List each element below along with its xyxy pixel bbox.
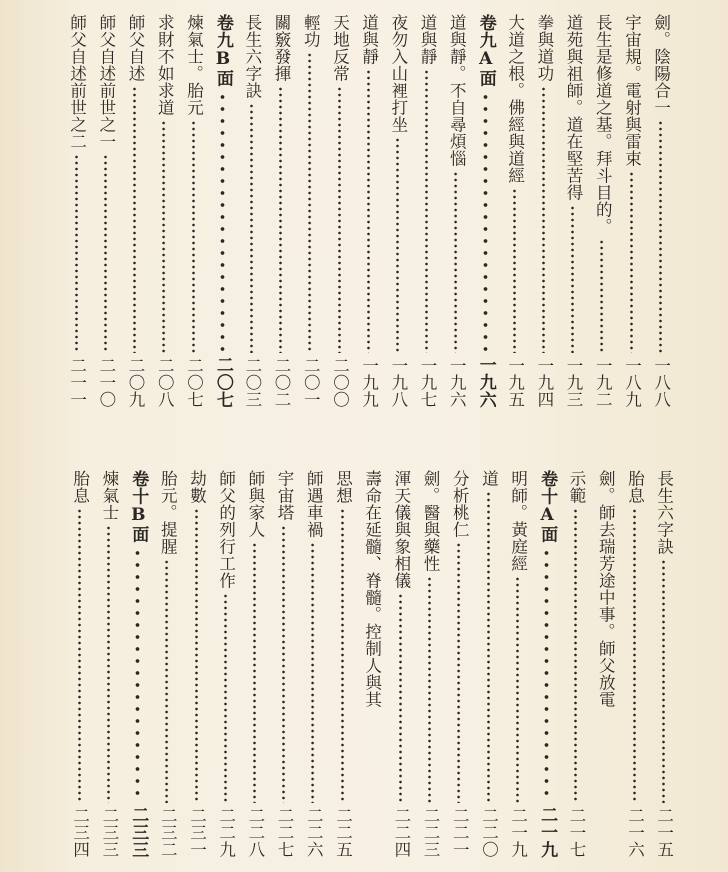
leader-dots xyxy=(94,525,123,803)
leader-dots xyxy=(62,154,91,353)
page-number: 二一九 xyxy=(508,807,528,858)
leader-dots xyxy=(503,576,532,803)
entry-title: 胎息 xyxy=(625,470,645,504)
page-number: 二二一 xyxy=(450,807,470,858)
toc-entry xyxy=(211,470,240,858)
leader-dots xyxy=(123,547,152,802)
entry-title: 渾天儀與象相儀 xyxy=(391,470,411,589)
entry-title: 師遇車禍 xyxy=(304,470,324,538)
section-title: 卷十A面 xyxy=(537,470,558,543)
entry-title: 劍。師去瑞芳途中事。師父放電 xyxy=(596,470,616,708)
toc-entry xyxy=(646,14,675,408)
toc-entry xyxy=(503,470,532,858)
page-number: 二二〇 xyxy=(479,807,499,858)
toc-entry xyxy=(65,470,94,858)
page-number: 一九四 xyxy=(534,357,554,408)
page-number: 二一〇 xyxy=(96,357,116,408)
page-number: 二〇一 xyxy=(301,357,321,408)
page-number: 一九六 xyxy=(447,357,467,408)
leader-dots xyxy=(149,120,178,353)
toc-entry xyxy=(474,470,503,858)
toc-entry xyxy=(152,470,181,858)
page-number: 二三二 xyxy=(158,807,178,858)
toc-entry xyxy=(561,470,590,858)
leader-dots xyxy=(152,559,181,803)
leader-dots xyxy=(240,542,269,803)
toc-entry xyxy=(266,14,295,408)
toc-entry xyxy=(412,14,441,408)
leader-dots xyxy=(211,593,240,803)
leader-dots xyxy=(65,508,94,803)
leader-dots xyxy=(617,171,646,353)
toc-entry xyxy=(500,14,529,408)
page-number: 二二六 xyxy=(304,807,324,858)
leader-dots xyxy=(386,593,415,803)
entry-title: 思想 xyxy=(333,470,353,504)
page-number: 二二三 xyxy=(421,807,441,858)
toc-entry xyxy=(298,470,327,858)
leader-dots xyxy=(415,576,444,803)
toc-entry xyxy=(415,470,444,858)
leader-dots xyxy=(325,86,354,353)
toc-entry xyxy=(444,470,473,858)
page-number: 二二四 xyxy=(391,807,411,858)
leader-dots xyxy=(354,69,383,353)
page-number: 一九五 xyxy=(505,357,525,408)
toc-entry xyxy=(237,14,266,408)
entry-title: 長生六字訣 xyxy=(242,14,262,99)
page-number: 二〇七 xyxy=(212,355,233,408)
toc-section-heading xyxy=(532,470,561,858)
toc-entry xyxy=(94,470,123,858)
leader-dots xyxy=(500,188,529,353)
leader-dots xyxy=(444,542,473,803)
entry-title: 夜勿入山裡打坐 xyxy=(388,14,408,133)
page-number: 一九三 xyxy=(564,357,584,408)
toc-section-heading xyxy=(123,470,152,858)
leader-dots xyxy=(295,52,324,353)
toc-entry xyxy=(179,14,208,408)
entry-title: 宇宙塔 xyxy=(275,470,295,521)
entry-title: 大道之根。佛經與道經 xyxy=(505,14,525,184)
page-number: 二〇三 xyxy=(242,357,262,408)
page-number: 二二七 xyxy=(275,807,295,858)
entry-title: 師與家人 xyxy=(245,470,265,538)
page-number: 二〇七 xyxy=(184,357,204,408)
toc-entry xyxy=(357,470,386,858)
page-number: 一九二 xyxy=(593,357,613,408)
toc-entry xyxy=(386,470,415,858)
entry-title: 師父自述前世之一 xyxy=(96,14,116,150)
page-number: 二一九 xyxy=(537,805,558,858)
entry-title: 拳與道功 xyxy=(534,14,554,82)
toc-section-heading xyxy=(208,14,237,408)
page-number: 二〇八 xyxy=(155,357,175,408)
section-title: 卷十B面 xyxy=(128,470,149,543)
leader-dots xyxy=(266,86,295,353)
toc-entry xyxy=(590,470,619,858)
toc-entry xyxy=(617,14,646,408)
leader-dots xyxy=(182,508,211,803)
entry-title: 道與靜。不自尋煩惱 xyxy=(447,14,467,167)
toc-entry xyxy=(120,14,149,408)
toc-entry xyxy=(328,470,357,858)
section-title: 卷九A面 xyxy=(475,14,496,87)
entry-title: 關竅發揮 xyxy=(272,14,292,82)
leader-dots xyxy=(412,69,441,353)
entry-title: 師父自述前世之二 xyxy=(67,14,87,150)
leader-dots xyxy=(620,508,649,803)
leader-dots xyxy=(120,86,149,353)
toc-entry xyxy=(529,14,558,408)
leader-dots xyxy=(532,547,561,802)
section-title: 卷九B面 xyxy=(212,14,233,87)
toc-entry xyxy=(240,470,269,858)
page-number: 二一五 xyxy=(654,807,674,858)
toc-entry xyxy=(441,14,470,408)
leader-dots xyxy=(208,91,237,352)
leader-dots xyxy=(237,103,266,353)
page-number: 二〇〇 xyxy=(330,357,350,408)
entry-title: 煉氣士。胎元 xyxy=(184,14,204,116)
leader-dots xyxy=(298,542,327,803)
entry-title: 長生是修道之基。拜斗目的。 xyxy=(593,14,613,235)
leader-dots xyxy=(269,525,298,803)
entry-title: 道苑與祖師。道在堅苦得 xyxy=(564,14,584,201)
page-number: 二三三 xyxy=(128,805,149,858)
leader-dots xyxy=(328,508,357,803)
page-number: 二三一 xyxy=(187,807,207,858)
page-number: 二一七 xyxy=(567,807,587,858)
toc-entry xyxy=(587,14,616,408)
entry-title: 天地反常 xyxy=(330,14,350,82)
toc-entry xyxy=(649,470,678,858)
leader-dots xyxy=(91,154,120,353)
leader-dots xyxy=(649,559,678,803)
toc-entry xyxy=(383,14,412,408)
toc-entry xyxy=(62,14,91,408)
toc-entry xyxy=(91,14,120,408)
page-number: 二二五 xyxy=(333,807,353,858)
page-number: 二二八 xyxy=(245,807,265,858)
leader-dots xyxy=(587,239,616,353)
leader-dots xyxy=(561,508,590,803)
leader-dots xyxy=(179,120,208,353)
page-number: 二一一 xyxy=(67,357,87,408)
toc-entry xyxy=(620,470,649,858)
entry-title: 劫數 xyxy=(187,470,207,504)
entry-title: 胎元。提腥 xyxy=(158,470,178,555)
page-number: 二〇九 xyxy=(126,357,146,408)
entry-title: 求財不如求道 xyxy=(155,14,175,116)
page-number: 一九六 xyxy=(475,355,496,408)
page-number: 二〇二 xyxy=(272,357,292,408)
leader-dots xyxy=(558,205,587,353)
entry-title: 道 xyxy=(479,470,499,487)
toc-entry xyxy=(269,470,298,858)
entry-title: 分析桃仁 xyxy=(450,470,470,538)
toc-entry xyxy=(558,14,587,408)
page-number: 二三三 xyxy=(99,807,119,858)
entry-title: 長生六字訣 xyxy=(654,470,674,555)
entry-title: 師父自述 xyxy=(126,14,146,82)
toc-entry xyxy=(182,470,211,858)
leader-dots xyxy=(474,491,503,803)
entry-title: 道與靜 xyxy=(359,14,379,65)
leader-dots xyxy=(471,91,500,352)
leader-dots xyxy=(529,86,558,353)
entry-title: 明師。黃庭經 xyxy=(508,470,528,572)
page-number: 二三四 xyxy=(70,807,90,858)
entry-title: 輕功 xyxy=(301,14,321,48)
toc-entry xyxy=(149,14,178,408)
entry-title: 胎息 xyxy=(70,470,90,504)
toc-entry xyxy=(325,14,354,408)
entry-title: 道與靜 xyxy=(418,14,438,65)
entry-title: 煉氣士 xyxy=(99,470,119,521)
page-number: 一九八 xyxy=(388,357,408,408)
leader-dots xyxy=(383,137,412,353)
page-number: 二一六 xyxy=(625,807,645,858)
page-number: 一九九 xyxy=(359,357,379,408)
page-number: 一八九 xyxy=(622,357,642,408)
page-number: 二二九 xyxy=(216,807,236,858)
toc-entry xyxy=(354,14,383,408)
entry-title: 宇宙規。電射與雷束 xyxy=(622,14,642,167)
toc-entry xyxy=(295,14,324,408)
entry-title: 劍。醫與藥性 xyxy=(421,470,441,572)
entry-title: 劍。陰陽合一 xyxy=(651,14,671,116)
toc-section-heading xyxy=(471,14,500,408)
entry-title: 壽命在延髓、脊髓。控制人與其 xyxy=(362,470,382,708)
entry-title: 示範 xyxy=(567,470,587,504)
leader-dots xyxy=(441,171,470,353)
entry-title: 師父的列行工作 xyxy=(216,470,236,589)
page-number: 一九七 xyxy=(418,357,438,408)
leader-dots xyxy=(646,120,675,353)
page-number: 一八八 xyxy=(651,357,671,408)
